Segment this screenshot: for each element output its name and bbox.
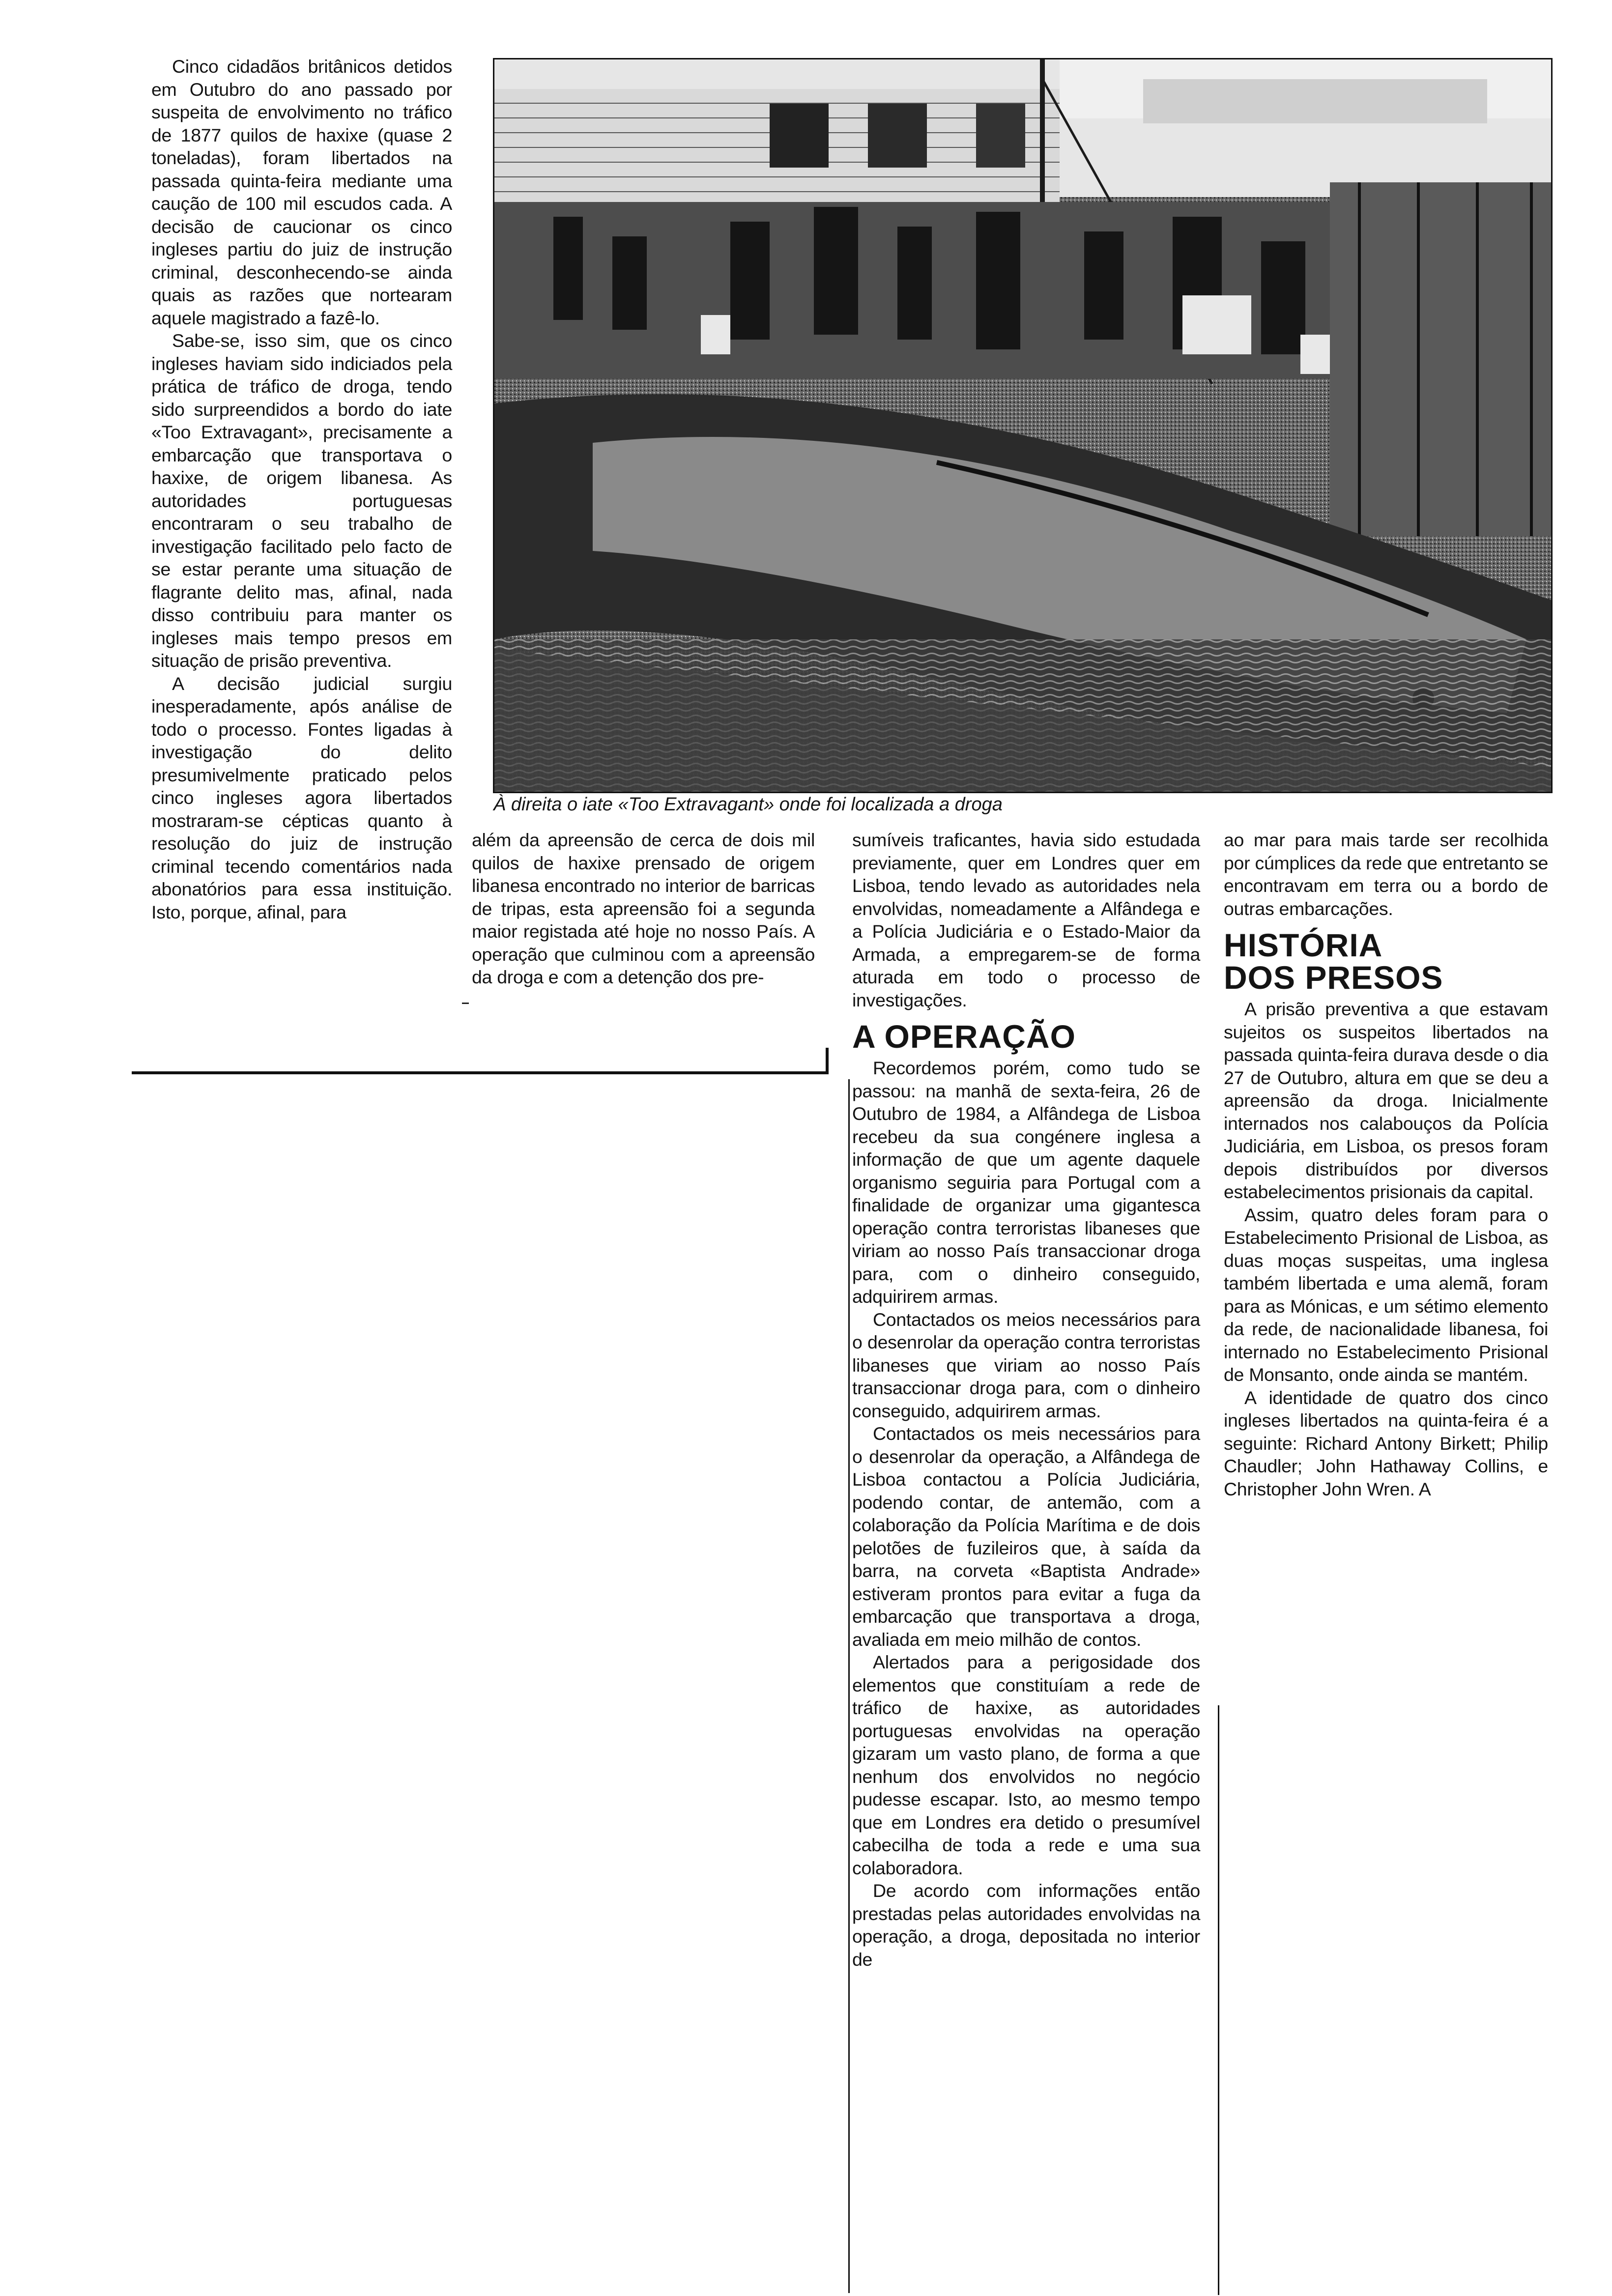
subheading-historia-dos-presos: HISTÓRIA DOS PRESOS (1224, 927, 1443, 996)
paragraph: Alertados para a perigosidade dos elementos que constituíam a rede de tráfico de haxixe, as autoridades portuguesas envolvidas na operação gizaram um vasto plano, de forma a que nenhum dos envolvidos no negócio pudesse escapar. Isto, ao mesmo tempo que em Londres era detido o presumível cabecilha de toda a rede e uma sua colaboradora. (852, 1652, 1200, 1878)
article-column-3 (852, 829, 1200, 1971)
paragraph: Cinco cidadãos britânicos detidos em Outubro do ano passado por suspeita de envolvimento no tráfico de 1877 quilos de haxixe (quase 2 toneladas), foram libertados na passada quinta-feira mediante uma caução de 100 mil escudos cada. A decisão de caucionar os cinco ingleses partiu do juiz de instrução criminal, desconhecendo-se ainda quais as razões que nortearam aquele magistrado a fazê-lo. (151, 56, 452, 328)
paragraph: Assim, quatro deles foram para o Estabelecimento Prisional de Lisboa, as duas moças suspeitas, uma inglesa também libertada e uma alemã, foram para as Mónicas, e um sétimo elemento da rede, de nacionalidade libanesa, foi internado no Estabelecimento Prisional de Monsanto, onde ainda se mantém. (1224, 1204, 1548, 1385)
paragraph: A identidade de quatro dos cinco ingleses libertados na quinta-feira é a seguinte: Richard Antony Birkett; Philip Chaudler; John Hathaway Collins, e Christopher John Wren. A (1224, 1387, 1548, 1499)
paragraph: Contactados os meis necessários para o desenrolar da operação, a Alfândega de Lisboa contactou a Polícia Judiciária, podendo contar, de antemão, com a colaboração da Polícia Marítima e de dois pelotões de fuzileiros que, à saída da barra, na corveta «Baptista Andrade» estiveram prontos para evitar a fuga da embarcação que transportava a droga, avaliada em meio milhão de contos. (852, 1423, 1200, 1650)
boat-photo (493, 58, 1553, 793)
paragraph: A prisão preventiva a que estavam sujeitos os suspeitos libertados na passada quinta-feira durava desde o dia 27 de Outubro, altura em que se deu a apreensão da droga. Inicialmente internados nos calabouços da Polícia Judiciária, em Lisboa, os presos foram depois distribuídos por diversos estabelecimentos prisionais da capital. (1224, 999, 1548, 1202)
column-rule (848, 1079, 850, 2293)
article-column-1 (151, 55, 452, 923)
paragraph: ao mar para mais tarde ser recolhida por cúmplices da rede que entretanto se encontravam em terra ou a bordo de outras embarcações. (1224, 830, 1548, 919)
article-column-4 (1224, 829, 1548, 1500)
column-rule (1218, 1705, 1219, 2295)
hyphen-mark (462, 1003, 469, 1004)
paragraph: Recordemos porém, como tudo se passou: na manhã de sexta-feira, 26 de Outubro de 1984, a Alfândega de Lisboa recebeu da sua congénere inglesa a informação de que um agente daquele organismo seguiria para Portugal com a finalidade de organizar uma gigantesca operação contra terroristas libaneses que viriam ao nosso País transaccionar droga para, com o dinheiro conseguido, adquirirem armas. (852, 1058, 1200, 1307)
subheading-operacao: A OPERAÇÃO (852, 1018, 1076, 1055)
photo-caption: À direita o iate «Too Extravagant» onde foi localizada a droga (493, 794, 1003, 815)
paragraph: sumíveis traficantes, havia sido estudada previamente, quer em Londres quer em Lisboa, tendo levado as autoridades nela envolvidas, nomeadamente a Alfândega e a Polícia Judiciária e o Estado-Maior da Armada, a empregarem-se de forma aturada em todo o processo de investigações. (852, 830, 1200, 1010)
article-column-2 (472, 829, 815, 989)
paragraph: além da apreensão de cerca de dois mil quilos de haxixe prensado de origem libanesa encontrado no interior de barricas de tripas, esta apreensão foi a segunda maior registada até hoje no nosso País. A operação que culminou com a apreensão da droga e com a detenção dos pre- (472, 830, 815, 987)
paragraph: Sabe-se, isso sim, que os cinco ingleses haviam sido indiciados pela prática de tráfico de droga, tendo sido surpreendidos a bordo do iate «Too Extravagant», precisamente a embarcação que transportava o haxixe, de origem libanesa. As autoridades portuguesas encontraram o seu trabalho de investigação facilitado pelo facto de se estar perante uma situação de flagrante delito mas, afinal, nada disso contribuiu para manter os ingleses mais tempo presos em situação de prisão preventiva. (151, 330, 452, 671)
yacht-harbour-image (494, 59, 1551, 792)
paragraph: A decisão judicial surgiu inesperadamente, após análise de todo o processo. Fontes ligadas à investigação do delito presumivelmente praticado pelos cinco ingleses agora libertados mostraram-se cépticas quanto à resolução do juiz de instrução criminal tecendo comentários nada abonatórios para essa instituição. Isto, porque, afinal, para (151, 673, 452, 922)
divider-rule (826, 1048, 829, 1074)
divider-rule (132, 1071, 829, 1074)
paragraph: Contactados os meios necessários para o desenrolar da operação contra terroristas libaneses que viriam ao nosso País transaccionar droga para, com o dinheiro conseguido, adquirirem armas. (852, 1309, 1200, 1421)
paragraph: De acordo com informações então prestadas pelas autoridades envolvidas na operação, a droga, depositada no interior de (852, 1880, 1200, 1970)
